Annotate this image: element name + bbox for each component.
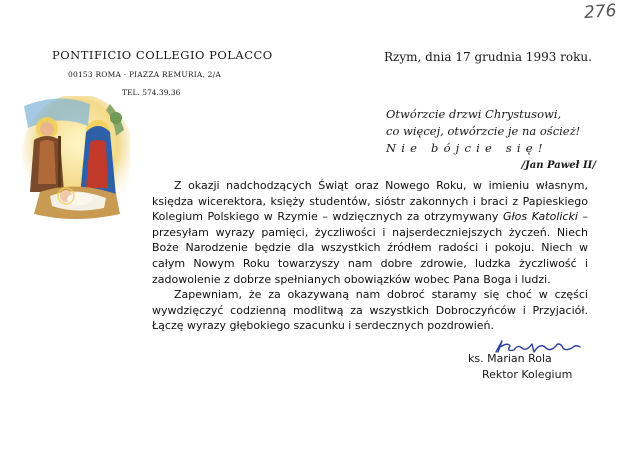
quote-author: /Jan Paweł II/ <box>521 160 596 171</box>
archive-number: 276 <box>583 0 618 24</box>
nativity-illustration <box>20 96 130 226</box>
epigraph-quote <box>386 106 598 174</box>
publication-title: Głos Katolicki <box>502 210 578 224</box>
letter-date: Rzym, dnia 17 grudnia 1993 roku. <box>384 50 592 64</box>
signatory-role: Rektor Kolegium <box>482 368 573 381</box>
paragraph-1-before: Z okazji nadchodzących Świąt oraz Nowego Roku, w imieniu własnym, księdza wicerektora, księży studentów, sióstr zakonnych i braci z Papieskiego Kolegium Polskiego w Rzymie – wdzięcznych za otrzymywany <box>152 179 588 224</box>
quote-line-1: Otwórzcie drzwi Chrystusowi, <box>386 107 562 121</box>
letter-paragraph-1 <box>152 178 588 287</box>
quote-line-3: Nie bójcie się! <box>386 141 548 155</box>
letterhead-address: 00153 ROMA · PIAZZA REMURIA, 2/A <box>68 70 221 79</box>
paragraph-1-after: – przesyłam wyrazy pamięci, życzliwości i najserdeczniejszych życzeń. Niech Boże Narodzenie będzie dla wszystkich źródłem radości i pokoju. Niech w całym Nowym Roku towarzyszy nam dobre zdrowie, ludzka życzliwość i zadowolenie z dobrze spełnianych obowiązków wobec Pana Boga i ludzi. <box>152 210 588 286</box>
letterhead-name: PONTIFICIO COLLEGIO POLACCO <box>52 48 273 62</box>
letterhead-tel: TEL. 574.39.36 <box>122 88 181 97</box>
signatory-name: ks. Marian Rola <box>468 352 552 365</box>
letter-paragraph-2: Zapewniam, że za okazywaną nam dobroć staramy się choć w części wywdzięczyć codzienną modlitwą za wszystkich Dobroczyńców i Przyjaciół. Łączę wyrazy głębokiego szacunku i serdecznych pozdrowień. <box>152 288 588 333</box>
quote-line-2: co więcej, otwórzcie je na oścież! <box>386 124 581 138</box>
letter-body <box>152 178 588 334</box>
